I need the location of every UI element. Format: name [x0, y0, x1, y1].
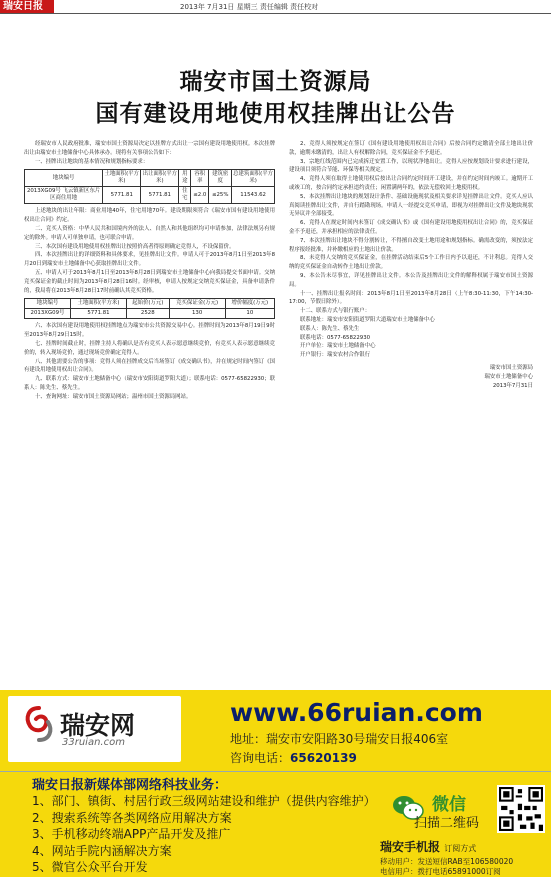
table-cell: 11543.62 — [232, 187, 275, 204]
item5-paragraph: 五、申请人可于2013年8月1日至2013年8月28日到瑞安市土地储备中心向我局提交书面申请。交纳竞买保证金的截止时间为2013年8月28日16时。经审核，申请人按规定交纳竞买保证金，具备申请条件的，我局将在2013年8月28日17时前确认其竞买资格。 — [24, 269, 275, 294]
right-paragraph: 7、本次挂牌出让地块不得分割转让，不得擅自改变土地用途和规划指标。确需改变的，须按法定程序报经批准，并补缴相应的土地出让价款。 — [289, 237, 533, 253]
right-paragraph: 3、宗地红线范围内已完成拆迁安置工作，以现状净地出让。竞得人应按规划设计要求进行建设，建设项目须符合节能、环保等相关规定。 — [289, 158, 533, 174]
right-paragraph: 4、竞得人须在取得土地使用权后按出让合同约定时间开工建设，并在约定时间内竣工。逾期开工或竣工的，按合同约定承担违约责任；闲置满两年的，依法无偿收回土地使用权。 — [289, 176, 533, 191]
list-item: 1、部门、镇街、村居行政三级网站建设和维护（提供内容维护） — [32, 794, 376, 808]
signature-date: 2013年7月31日 — [492, 382, 533, 389]
table-header-cell: 出让面积(平方米) — [141, 170, 179, 187]
table-cell: 2013XG09号 — [25, 309, 71, 319]
announcement-left-column — [24, 140, 275, 632]
swirl-emblem-icon — [22, 704, 56, 744]
table-cell: 10 — [225, 309, 274, 319]
item7-paragraph: 七、挂牌时间截止时，挂牌主持人将确认是否有竞买人表示愿意继续竞价，有竞买人表示愿意继续竞价的，转入现场竞价，通过现场竞价确定竞得人。 — [24, 340, 275, 356]
ad-brand-name: 瑞安网 — [60, 711, 136, 740]
contact-line: 开户单位：瑞安市土地储备中心 — [300, 343, 376, 350]
ad-headline: 瑞安日报新媒体部网络科技业务： — [32, 778, 228, 793]
table-cell: 2013XG09号 飞云镇新区东片区商住用地 — [25, 187, 103, 204]
ad-phone — [230, 749, 357, 766]
ad-top-section — [0, 690, 551, 772]
item3-paragraph: 三、本次国有建设用地使用权挂牌出让按照价高者得原则确定竞得人，不设保留价。 — [35, 243, 235, 250]
right-paragraph: 5、本次挂牌出让地块的规划设计条件、基础设施现状及相关要求详见挂牌出让文件。竞买人应认真阅读挂牌出让文件，并自行踏勘现场。申请人一经提交竞买申请，即视为对挂牌出让文件及地块现状无异议并全部接受。 — [289, 193, 533, 218]
list-item: 5、微官公众平台开发 — [32, 860, 148, 874]
table-header-row — [25, 170, 275, 187]
mobile-title-suffix: 订阅方式 — [444, 844, 477, 853]
page-subtitle: 国有建设用地使用权挂牌出让公告 — [95, 101, 456, 127]
parcel-indicator-table — [24, 169, 275, 204]
item10-paragraph: 十、查询网址：瑞安市国土资源局网站；温州市国土资源局网站。 — [35, 393, 192, 400]
table-row — [25, 309, 275, 319]
masthead-divider — [0, 13, 551, 14]
ad-address: 地址：瑞安市安阳路30号瑞安日报406室 — [230, 732, 449, 746]
table-header-cell: 用途 — [179, 170, 191, 187]
table-cell: 5771.81 — [70, 309, 126, 319]
table-header-cell: 土地面积(平方米) — [103, 170, 141, 187]
right-paragraph: 6、竞得人在规定时间内未签订《成交确认书》或《国有建设用地使用权出让合同》的，竞买保证金不予退还，并承担相应的法律责任。 — [289, 220, 533, 235]
table-cell: ≤2.0 — [191, 187, 209, 204]
mobile-subscribe-line: 移动用户：发送短信RAB至106580020 — [380, 857, 514, 866]
signature-org: 瑞安市国土资源局 — [489, 364, 533, 371]
ad-phone-label: 咨询电话： — [230, 751, 291, 765]
table-header-cell: 起始价(万元) — [126, 299, 169, 309]
item4-paragraph: 四、本次挂牌出让的详细资料和具体要求，见挂牌出让文件。申请人可于2013年8月1日至2013年8月20日到瑞安市土地储备中心获取挂牌出让文件。 — [24, 252, 275, 268]
contact-line: 开户银行：瑞安农村合作银行 — [300, 352, 371, 359]
intro-paragraph: 经瑞安市人民政府批准，瑞安市国土资源局决定以挂牌方式出让一宗国有建设用地使用权。本次挂牌出让由瑞安市土地储备中心具体承办。现将有关事项公告如下： — [24, 141, 275, 156]
table-cell: 5771.81 — [103, 187, 141, 204]
table-cell: 5771.81 — [141, 187, 179, 204]
contact-line: 联系地址：瑞安市安阳街道罗阳大道瑞安市土地储备中心 — [300, 316, 435, 323]
masthead — [0, 0, 551, 40]
ruian-net-logo[interactable] — [8, 696, 181, 762]
advertisement-banner — [0, 690, 551, 877]
item1-heading: 一、挂牌出让地块的基本情况和规划指标要求： — [35, 158, 149, 165]
table-header-cell: 总建筑面积(平方米) — [232, 170, 275, 187]
page-title: 瑞安市国土资源局 — [179, 69, 372, 95]
table-header-row — [25, 299, 275, 309]
right-paragraph: 十二、联系方式与银行账户： — [300, 308, 371, 315]
table-cell: 住宅 — [179, 187, 191, 204]
ad-service-list — [32, 793, 376, 876]
ad-brand-domain: 33ruian.com — [62, 737, 125, 748]
table-cell: ≤25% — [209, 187, 232, 204]
table-cell: 130 — [169, 309, 225, 319]
contact-line: 联系电话：0577-65822930 — [300, 334, 371, 341]
qr-code-icon[interactable] — [497, 785, 545, 833]
table-header-cell: 地块编号 — [25, 170, 103, 187]
table-header-cell: 竞买保证金(万元) — [169, 299, 225, 309]
list-item: 4、网站手院内涵解决方案 — [32, 843, 172, 858]
contact-line: 联系人：陈先生、蔡先生 — [300, 325, 360, 332]
right-paragraph: 十一、挂牌出让报名时间：2013年8月1日至2013年8月28日（上午8:30-11:30，下午14:30-17:00，节假日除外）。 — [289, 290, 533, 306]
table-row — [25, 187, 275, 204]
table-header-cell: 容积率 — [191, 170, 209, 187]
table-header-cell: 增价幅度(万元) — [225, 299, 274, 309]
newspaper-logo: 瑞安日报 — [0, 0, 54, 13]
right-paragraph: 9、本公告未尽事宜，详见挂牌出让文件。本公告及挂牌出让文件的解释权属于瑞安市国土资源局。 — [289, 272, 533, 288]
right-paragraph: 2、竞得人须按规定在签订《国有建设用地使用权出让合同》后按合同约定缴清全部土地出让价款，逾期未缴清的，出让人有权解除合同，竞买保证金不予退还。 — [289, 141, 533, 156]
ad-website-link[interactable]: www.66ruian.com — [230, 698, 483, 727]
wechat-scan-label: 扫描二维码 — [414, 816, 480, 831]
list-item: 3、手机移动终端APP产品开发及推广 — [32, 827, 231, 841]
table-cell: 2528 — [126, 309, 169, 319]
mobile-newspaper-title — [380, 838, 476, 855]
item2-paragraph: 二、竞买人资格：中华人民共和国境内外的法人、自然人和其他组织均可申请参加，法律法规另有规定的除外。申请人可单独申请，也可联合申请。 — [24, 225, 275, 241]
table-header-cell: 建筑密度 — [209, 170, 232, 187]
table-header-cell: 土地面积(平方米) — [70, 299, 126, 309]
table-header-cell: 地块编号 — [25, 299, 71, 309]
ad-phone-number: 65620139 — [290, 751, 357, 765]
issue-meta: 2013年 7月31日 星期三 责任编辑 责任校对 — [180, 3, 319, 11]
mobile-subscribe-line: 电信用户：拨打电话65891000订阅 — [380, 867, 501, 876]
item8-paragraph: 八、其他需要公告的事项：竞得人须在挂牌成交后当场签订《成交确认书》，并在规定时间内签订《国有建设用地使用权出让合同》。 — [24, 358, 275, 374]
wechat-label: 微信 — [432, 795, 466, 815]
signature-org: 瑞安市土地储备中心 — [484, 373, 533, 380]
item9-paragraph: 九、联系方式：瑞安市土地储备中心（瑞安市安阳街道罗阳大道）；联系电话：0577-65822930；联系人：陈先生、蔡先生。 — [24, 376, 275, 391]
note-paragraph: 上述地块的出让年限：商业用地40年，住宅用地70年。建设期限须符合《瑞安市国有建设用地使用权出让合同》约定。 — [24, 208, 275, 224]
price-table — [24, 298, 275, 319]
announcement-right-column — [289, 140, 533, 632]
item6-paragraph: 六、本次国有建设用地使用权挂牌地点为瑞安市公共资源交易中心。挂牌时间为2013年8月19日9时至2013年8月29日15时。 — [24, 323, 275, 339]
right-paragraph: 8、未竞得人交纳的竞买保证金，在挂牌活动结束后5个工作日内予以退还，不计利息。竞得人交纳的竞买保证金自动转作土地出让价款。 — [289, 255, 533, 271]
signature-block — [289, 364, 533, 390]
list-item: 2、搜索系统等各类网络应用解决方案 — [32, 810, 232, 825]
mobile-title-text: 瑞安手机报 — [380, 840, 441, 854]
